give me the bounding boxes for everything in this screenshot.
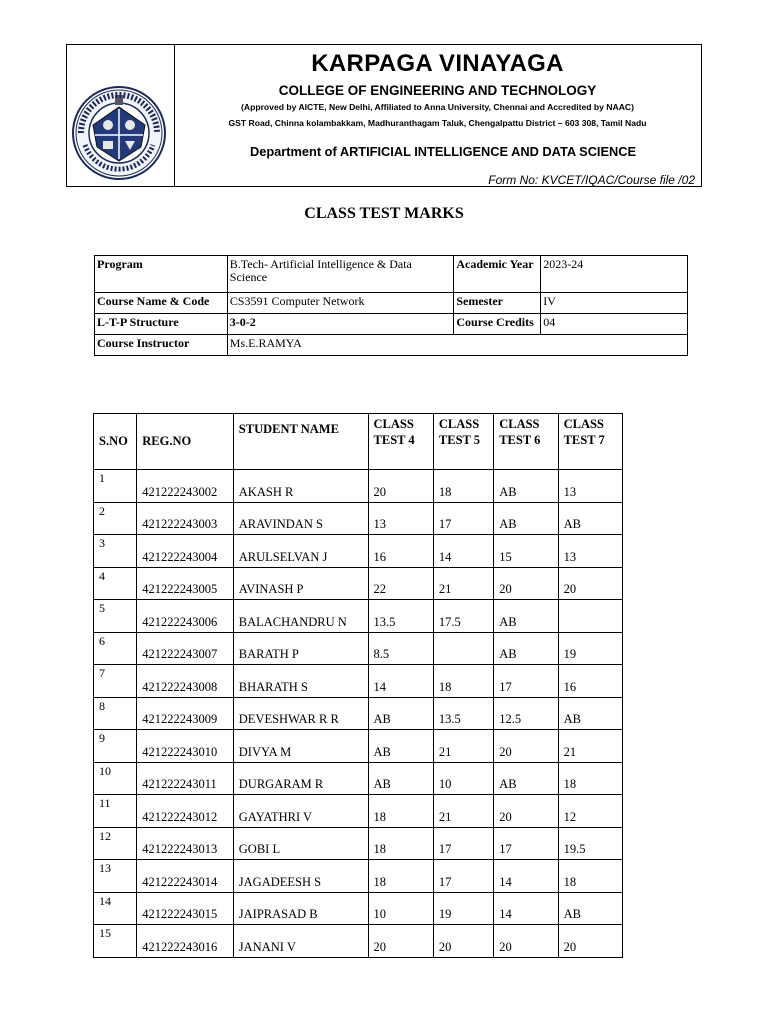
header-text bbox=[174, 45, 701, 186]
academic-year-value: 2023-24 bbox=[541, 256, 688, 293]
academic-year-label: Academic Year bbox=[454, 256, 541, 293]
instructor-value: Ms.E.RAMYA bbox=[227, 335, 687, 356]
class-test-6-cell: AB bbox=[494, 600, 558, 633]
class-test-6-cell: 17 bbox=[494, 827, 558, 860]
class-test-7-cell: 18 bbox=[558, 762, 622, 795]
sno-cell: 5 bbox=[94, 600, 137, 633]
class-test-7-cell: 19 bbox=[558, 632, 622, 665]
class-test-4-cell: 13.5 bbox=[368, 600, 433, 633]
table-row bbox=[94, 827, 623, 860]
class-test-7-cell: 18 bbox=[558, 860, 622, 893]
reg-no-cell: 421222243013 bbox=[137, 827, 234, 860]
reg-no-cell: 421222243005 bbox=[137, 567, 234, 600]
reg-no-cell: 421222243010 bbox=[137, 730, 234, 763]
document-title: CLASS TEST MARKS bbox=[304, 205, 464, 222]
table-row bbox=[94, 535, 623, 568]
class-test-4-cell: 18 bbox=[368, 827, 433, 860]
college-seal-icon bbox=[71, 85, 167, 181]
course-label: Course Name & Code bbox=[95, 293, 228, 314]
class-test-6-cell: AB bbox=[494, 632, 558, 665]
ltp-value: 3-0-2 bbox=[227, 314, 454, 335]
class-test-4-cell: 8.5 bbox=[368, 632, 433, 665]
class-test-5-cell: 17 bbox=[433, 827, 493, 860]
sno-cell: 7 bbox=[94, 665, 137, 698]
reg-no-cell: 421222243007 bbox=[137, 632, 234, 665]
table-row bbox=[94, 470, 623, 503]
college-name: KARPAGA VINAYAGA bbox=[311, 50, 564, 77]
table-row bbox=[94, 925, 623, 958]
class-test-5-cell: 17 bbox=[433, 860, 493, 893]
class-test-7-cell: AB bbox=[558, 697, 622, 730]
student-name-cell: JAIPRASAD B bbox=[233, 892, 368, 925]
department-name: Department of ARTIFICIAL INTELLIGENCE AND DATA SCIENCE bbox=[250, 144, 637, 159]
class-test-4-cell: 18 bbox=[368, 860, 433, 893]
reg-no-cell: 421222243012 bbox=[137, 795, 234, 828]
header-class-test-7: CLASS TEST 7 bbox=[558, 414, 622, 470]
approval-text: (Approved by AICTE, New Delhi, Affiliated to Anna University, Chennai and Accredited by NAAC) bbox=[241, 102, 634, 112]
reg-no-cell: 421222243004 bbox=[137, 535, 234, 568]
student-name-cell: JAGADEESH S bbox=[233, 860, 368, 893]
header-class-test-6: CLASS TEST 6 bbox=[494, 414, 558, 470]
class-test-4-cell: 20 bbox=[368, 925, 433, 958]
reg-no-cell: 421222243003 bbox=[137, 502, 234, 535]
class-test-4-cell: AB bbox=[368, 697, 433, 730]
class-test-5-cell: 14 bbox=[433, 535, 493, 568]
class-test-6-cell: AB bbox=[494, 762, 558, 795]
address-text: GST Road, Chinna kolambakkam, Madhuranthagam Taluk, Chengalpattu District – 603 308, Tamil Nadu bbox=[228, 118, 647, 128]
program-value: B.Tech- Artificial Intelligence & Data Science bbox=[227, 256, 454, 293]
course-value: CS3591 Computer Network bbox=[227, 293, 454, 314]
sno-cell: 1 bbox=[94, 470, 137, 503]
class-test-6-cell: 14 bbox=[494, 892, 558, 925]
class-test-6-cell: 14 bbox=[494, 860, 558, 893]
marks-header-row bbox=[94, 414, 623, 470]
class-test-4-cell: 10 bbox=[368, 892, 433, 925]
class-test-6-cell: 20 bbox=[494, 730, 558, 763]
class-test-5-cell: 21 bbox=[433, 567, 493, 600]
class-test-4-cell: 20 bbox=[368, 470, 433, 503]
student-name-cell: DURGARAM R bbox=[233, 762, 368, 795]
class-test-7-cell: 13 bbox=[558, 470, 622, 503]
class-test-7-cell: AB bbox=[558, 892, 622, 925]
student-name-cell: GAYATHRI V bbox=[233, 795, 368, 828]
class-test-4-cell: 16 bbox=[368, 535, 433, 568]
form-number: Form No: KVCET/IQAC/Course file /02 bbox=[488, 173, 695, 187]
class-test-5-cell: 21 bbox=[433, 795, 493, 828]
info-row-instructor bbox=[95, 335, 688, 356]
table-row bbox=[94, 632, 623, 665]
sno-cell: 10 bbox=[94, 762, 137, 795]
class-test-5-cell: 17 bbox=[433, 502, 493, 535]
sno-cell: 6 bbox=[94, 632, 137, 665]
class-test-5-cell: 17.5 bbox=[433, 600, 493, 633]
semester-label: Semester bbox=[454, 293, 541, 314]
sno-cell: 15 bbox=[94, 925, 137, 958]
reg-no-cell: 421222243006 bbox=[137, 600, 234, 633]
class-test-5-cell: 13.5 bbox=[433, 697, 493, 730]
reg-no-cell: 421222243002 bbox=[137, 470, 234, 503]
header-class-test-4: CLASS TEST 4 bbox=[368, 414, 433, 470]
table-row bbox=[94, 502, 623, 535]
class-test-4-cell: 14 bbox=[368, 665, 433, 698]
class-test-5-cell: 20 bbox=[433, 925, 493, 958]
table-row bbox=[94, 860, 623, 893]
reg-no-cell: 421222243014 bbox=[137, 860, 234, 893]
college-subtitle: COLLEGE OF ENGINEERING AND TECHNOLOGY bbox=[278, 83, 597, 98]
student-name-cell: GOBI L bbox=[233, 827, 368, 860]
class-test-7-cell: 21 bbox=[558, 730, 622, 763]
reg-no-cell: 421222243011 bbox=[137, 762, 234, 795]
info-row-program bbox=[95, 256, 688, 293]
course-info-table bbox=[94, 255, 688, 356]
reg-no-cell: 421222243009 bbox=[137, 697, 234, 730]
class-test-7-cell bbox=[558, 600, 622, 633]
class-test-6-cell: AB bbox=[494, 470, 558, 503]
class-test-7-cell: 20 bbox=[558, 925, 622, 958]
student-name-cell: BALACHANDRU N bbox=[233, 600, 368, 633]
class-test-6-cell: 20 bbox=[494, 925, 558, 958]
class-test-7-cell: 20 bbox=[558, 567, 622, 600]
table-row bbox=[94, 600, 623, 633]
header-regno: REG.NO bbox=[137, 414, 234, 470]
ltp-label: L-T-P Structure bbox=[95, 314, 228, 335]
class-test-5-cell bbox=[433, 632, 493, 665]
class-test-6-cell: 15 bbox=[494, 535, 558, 568]
info-row-course bbox=[95, 293, 688, 314]
marks-table bbox=[93, 413, 623, 958]
credits-value: 04 bbox=[541, 314, 688, 335]
sno-cell: 11 bbox=[94, 795, 137, 828]
class-test-4-cell: 18 bbox=[368, 795, 433, 828]
header-class-test-5: CLASS TEST 5 bbox=[433, 414, 493, 470]
semester-value: IV bbox=[541, 293, 688, 314]
reg-no-cell: 421222243015 bbox=[137, 892, 234, 925]
table-row bbox=[94, 665, 623, 698]
class-test-5-cell: 10 bbox=[433, 762, 493, 795]
class-test-6-cell: 20 bbox=[494, 567, 558, 600]
sno-cell: 14 bbox=[94, 892, 137, 925]
sno-cell: 4 bbox=[94, 567, 137, 600]
table-row bbox=[94, 762, 623, 795]
info-row-ltp bbox=[95, 314, 688, 335]
class-test-5-cell: 18 bbox=[433, 470, 493, 503]
table-row bbox=[94, 567, 623, 600]
reg-no-cell: 421222243008 bbox=[137, 665, 234, 698]
student-name-cell: ARULSELVAN J bbox=[233, 535, 368, 568]
class-test-7-cell: 16 bbox=[558, 665, 622, 698]
student-name-cell: AVINASH P bbox=[233, 567, 368, 600]
student-name-cell: AKASH R bbox=[233, 470, 368, 503]
class-test-6-cell: 17 bbox=[494, 665, 558, 698]
student-name-cell: BHARATH S bbox=[233, 665, 368, 698]
sno-cell: 8 bbox=[94, 697, 137, 730]
student-name-cell: BARATH P bbox=[233, 632, 368, 665]
class-test-7-cell: AB bbox=[558, 502, 622, 535]
class-test-5-cell: 18 bbox=[433, 665, 493, 698]
class-test-7-cell: 12 bbox=[558, 795, 622, 828]
sno-cell: 13 bbox=[94, 860, 137, 893]
college-header bbox=[66, 44, 702, 187]
class-test-6-cell: 20 bbox=[494, 795, 558, 828]
logo-cell bbox=[67, 45, 175, 186]
class-test-4-cell: 13 bbox=[368, 502, 433, 535]
sno-cell: 2 bbox=[94, 502, 137, 535]
instructor-label: Course Instructor bbox=[95, 335, 228, 356]
sno-cell: 9 bbox=[94, 730, 137, 763]
student-name-cell: DIVYA M bbox=[233, 730, 368, 763]
reg-no-cell: 421222243016 bbox=[137, 925, 234, 958]
header-student-name: STUDENT NAME bbox=[233, 414, 368, 470]
credits-label: Course Credits bbox=[454, 314, 541, 335]
student-name-cell: ARAVINDAN S bbox=[233, 502, 368, 535]
program-label: Program bbox=[95, 256, 228, 293]
student-name-cell: JANANI V bbox=[233, 925, 368, 958]
class-test-6-cell: AB bbox=[494, 502, 558, 535]
table-row bbox=[94, 697, 623, 730]
table-row bbox=[94, 730, 623, 763]
class-test-7-cell: 19.5 bbox=[558, 827, 622, 860]
class-test-4-cell: 22 bbox=[368, 567, 433, 600]
sno-cell: 3 bbox=[94, 535, 137, 568]
class-test-6-cell: 12.5 bbox=[494, 697, 558, 730]
marks-table-body bbox=[94, 470, 623, 958]
class-test-7-cell: 13 bbox=[558, 535, 622, 568]
student-name-cell: DEVESHWAR R R bbox=[233, 697, 368, 730]
class-test-4-cell: AB bbox=[368, 730, 433, 763]
class-test-4-cell: AB bbox=[368, 762, 433, 795]
table-row bbox=[94, 795, 623, 828]
header-sno: S.NO bbox=[94, 414, 137, 470]
table-row bbox=[94, 892, 623, 925]
class-test-5-cell: 21 bbox=[433, 730, 493, 763]
class-test-5-cell: 19 bbox=[433, 892, 493, 925]
sno-cell: 12 bbox=[94, 827, 137, 860]
